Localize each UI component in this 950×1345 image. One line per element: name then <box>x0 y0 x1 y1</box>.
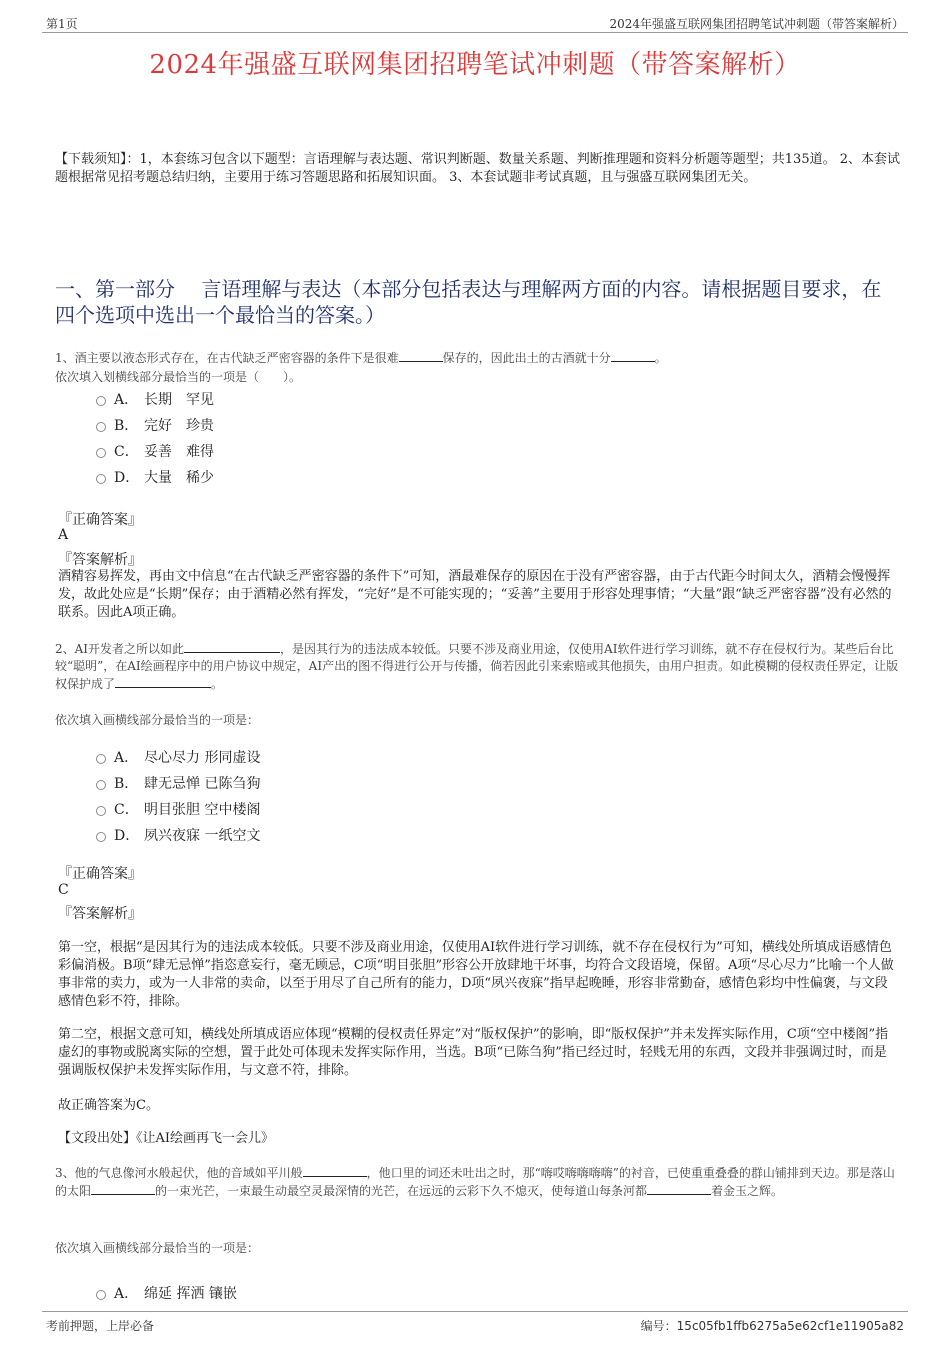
footer-slogan: 考前押题，上岸必备 <box>46 1319 155 1333</box>
radio-icon[interactable] <box>96 474 106 484</box>
footer-code: 编号：15c05fb1ffb6275a5e62cf1e11905a82 <box>640 1319 904 1333</box>
download-notice: 【下载须知】：1，本套练习包含以下题型：言语理解与表达题、常识判断题、数量关系题、判断推理题和资料分析题等题型；共135道。 2、本套试题根据常见招考题总结归纳，主要用于练习答题思路和拓展知识面。 3、本套试题非考试真题，且与强盛互联网集团无关。 <box>55 152 900 185</box>
question-1-prompt: 依次填入划横线部分最恰当的一项是（ ）。 <box>55 370 302 384</box>
q1-option-a[interactable]: A． 长期 罕见 <box>96 389 214 409</box>
blank <box>91 1182 155 1195</box>
q2-answer: C <box>58 882 69 898</box>
q2-analysis-part-1: 第一空，根据“是因其行为的违法成本较低。只要不涉及商业用途，仅使用AI软件进行学习训练，就不存在侵权行为”可知，横线处所填成语感情色彩偏消极。B项“肆无忌惮”指恣意妄行，毫无顾忌，C项“明目张胆”形容公开放肆地干坏事，均符合文段语境，保留。A项“尽心尽力”比喻一个人做事非常的卖力，或为一人非常的卖命，以至于用尽了自己所有的能力，D项“夙兴夜寐”指早起晚睡，形容非常勤奋，感情色彩均中性偏褒，与文段感情色彩不符，排除。 <box>58 940 894 1009</box>
header-doc-title: 2024年强盛互联网集团招聘笔试冲刺题（带答案解析） <box>609 17 904 31</box>
question-3-prompt: 依次填入画横线部分最恰当的一项是： <box>55 1241 260 1255</box>
q2-option-a[interactable]: A． 尽心尽力 形同虚设 <box>96 747 260 767</box>
blank <box>303 1164 367 1177</box>
question-2-stem: 2、AI开发者之所以如此 ，是因其行为的违法成本较低。只要不涉及商业用途，仅使用AI软件进行学习训练，就不存在侵权行为。某些后台比较“聪明”，在AI绘画程序中的用户协议中规定，AI产出的图不得进行公开与传播，倘若因此引来索赔或其他损失，由用户担责。如此模糊的侵权责任界定，让版权保护成了 。 <box>55 642 899 691</box>
blank <box>647 1182 711 1195</box>
q2-source: 【文段出处】《让AI绘画再飞一会儿》 <box>58 1131 275 1146</box>
q3-option-a[interactable]: A． 绵延 挥洒 镶嵌 <box>96 1283 237 1303</box>
q1-answer-label: 『正确答案』 <box>58 512 142 528</box>
question-1-stem: 1、酒主要以液态形式存在，在古代缺乏严密容器的条件下是很难 保存的，因此出土的古酒就十分 。 <box>55 351 667 365</box>
q2-option-d[interactable]: D． 夙兴夜寐 一纸空文 <box>96 825 260 845</box>
radio-icon[interactable] <box>96 1290 106 1300</box>
blank <box>115 675 211 688</box>
radio-icon[interactable] <box>96 448 106 458</box>
question-3-stem: 3、他的气息像河水般起伏，他的音域如平川般 ，他口里的词还未吐出之时，那“嗨哎嗨嗨嗨嗨”的衬音，已使重重叠叠的群山铺排到天边。那是落山的太阳 的一束光芒，一束最生动最空灵最深情的光芒，在远远的云彩下久不熄灭，使每道山每条河都 着金玉之辉。 <box>55 1166 895 1198</box>
q2-analysis-part-2: 第二空，根据文意可知，横线处所填成语应体现“模糊的侵权责任界定”对“版权保护”的影响，即“版权保护”并未发挥实际作用，C项“空中楼阁”指虚幻的事物或脱离实际的空想，置于此处可体现未发挥实际作用，当选。B项“已陈刍狗”指已经过时，轻贱无用的东西，文段并非强调过时，而是强调版权保护未发挥实际作用，与文意不符，排除。 <box>58 1027 889 1078</box>
q2-analysis-label: 『答案解析』 <box>58 906 142 922</box>
page-title: 2024年强盛互联网集团招聘笔试冲刺题（带答案解析） <box>149 50 801 80</box>
q1-option-c[interactable]: C． 妥善 难得 <box>96 441 214 461</box>
section-heading: 一、第一部分 言语理解与表达（本部分包括表达与理解两方面的内容。请根据题目要求，在四个选项中选出一个最恰当的答案。） <box>55 277 882 327</box>
radio-icon[interactable] <box>96 832 106 842</box>
radio-icon[interactable] <box>96 396 106 406</box>
question-2-prompt: 依次填入画横线部分最恰当的一项是： <box>55 713 260 727</box>
footer-divider <box>42 1311 908 1312</box>
header-divider <box>42 32 908 33</box>
blank <box>611 349 655 362</box>
radio-icon[interactable] <box>96 754 106 764</box>
radio-icon[interactable] <box>96 806 106 816</box>
q2-conclusion: 故正确答案为C。 <box>58 1098 159 1113</box>
blank <box>184 640 280 653</box>
q1-analysis: 酒精容易挥发，再由文中信息“在古代缺乏严密容器的条件下”可知，酒最难保存的原因在于没有严密容器，由于古代距今时间太久，酒精会慢慢挥发，故此处应是“长期”保存；由于酒精必然有挥发，“完好”是不可能实现的；“妥善”主要用于形容处理事情；“大量”跟“缺乏严密容器”没有必然的联系。因此A项正确。 <box>58 569 892 620</box>
q1-analysis-label: 『答案解析』 <box>58 552 142 568</box>
q2-answer-label: 『正确答案』 <box>58 866 142 882</box>
page-number: 第1页 <box>46 17 78 31</box>
blank <box>399 349 443 362</box>
q1-option-d[interactable]: D． 大量 稀少 <box>96 467 214 487</box>
radio-icon[interactable] <box>96 422 106 432</box>
q2-option-b[interactable]: B． 肆无忌惮 已陈刍狗 <box>96 773 260 793</box>
q1-option-b[interactable]: B． 完好 珍贵 <box>96 415 214 435</box>
q2-option-c[interactable]: C． 明目张胆 空中楼阁 <box>96 799 260 819</box>
q1-answer: A <box>58 527 69 543</box>
radio-icon[interactable] <box>96 780 106 790</box>
